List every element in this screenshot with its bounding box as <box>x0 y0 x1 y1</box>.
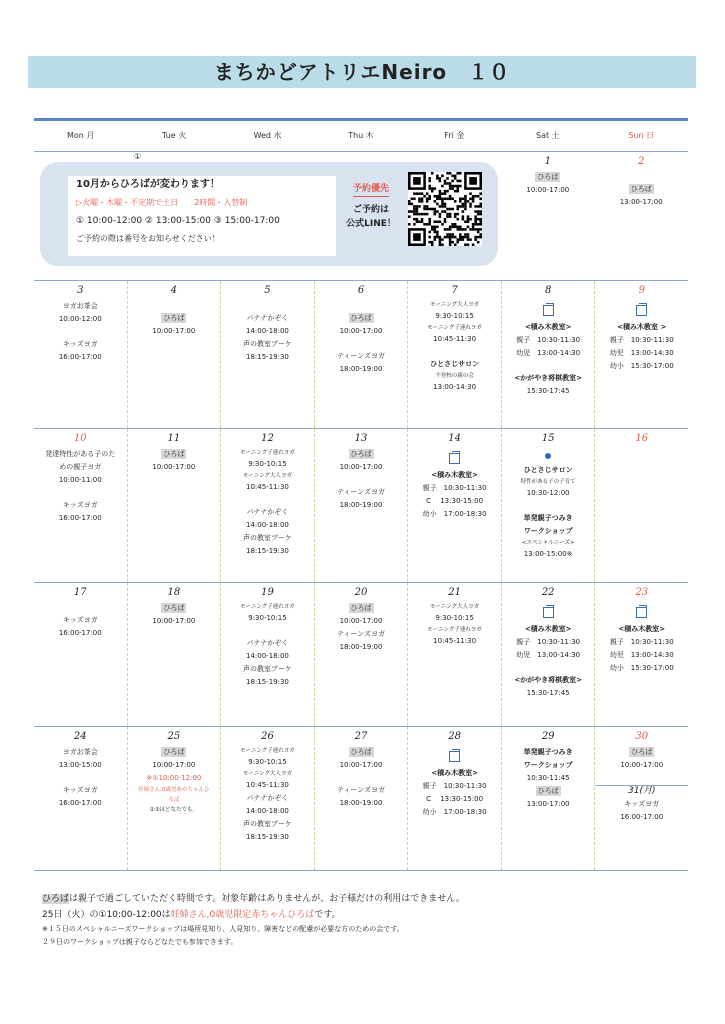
day-number: 30 <box>635 731 649 742</box>
event-text: キッズヨガ <box>62 616 98 624</box>
blocks-icon <box>449 453 460 464</box>
event-text: 単発親子つみき <box>523 514 573 522</box>
event-text: ティーンズヨガ <box>336 488 386 496</box>
weekday-3: Thu 木 <box>348 131 374 140</box>
notice-marker: ① <box>134 152 142 161</box>
hiroba-badge <box>595 184 688 195</box>
day-number: 18 <box>167 587 181 598</box>
event-text: 13:00-15:00※ <box>523 550 573 558</box>
day-cell <box>502 727 596 870</box>
notice-times: ① 10:00-12:00 ② 13:00-15:00 ③ 15:00-17:00 <box>76 216 280 226</box>
hiroba-label: ひろば <box>350 604 372 612</box>
weekday-1: Tue 火 <box>162 131 187 140</box>
event-text: 幼児 13:00-14:30 <box>609 651 674 659</box>
day-cell <box>408 727 502 870</box>
event-text: ティーンズヨガ <box>336 352 386 360</box>
hiroba-badge <box>128 313 221 324</box>
page-title: まちかどアトリエNeiro １０ <box>28 56 696 88</box>
event-text: 10:00-17:00 <box>152 761 196 769</box>
footer-line1: ひろばは親子で過ごしていただく時間です。対象年齢はありませんが、お子様だけの利用はできません。 <box>42 894 465 904</box>
event-text: 親子 10:30-11:30 <box>422 484 487 492</box>
event-text: 10:45-11:30 <box>246 483 289 491</box>
blocks-icon <box>543 607 554 618</box>
event-text: 10:00-17:00 <box>339 761 383 769</box>
day-number: 19 <box>261 587 274 598</box>
event-text: モーニング子連れヨガ <box>240 450 295 456</box>
notice-heading: 10月からひろばが変わります！ <box>76 179 220 190</box>
event-text: バナナかぞく <box>246 314 289 322</box>
reserve-line2: 公式LINE！ <box>346 219 396 229</box>
day-cell <box>221 583 315 726</box>
event-text: 13:00-14:30 <box>433 383 477 391</box>
hiroba-label: ひろば <box>537 173 559 181</box>
hiroba-label: ひろば <box>537 787 559 795</box>
event-text: 幼児 13:00-14:30 <box>516 651 581 659</box>
event-text: ※①10:00-12:00 <box>146 774 202 782</box>
event-text: 10:00-17:00 <box>526 186 570 194</box>
blocks-icon <box>636 607 647 618</box>
event-text: 14:00-18:00 <box>246 652 289 660</box>
event-text: 16:00-17:00 <box>58 799 102 807</box>
event-text: モーニング大人ヨガ <box>242 473 293 479</box>
event-text: 10:45-11:30 <box>433 637 477 645</box>
event-text: 10:45-11:30 <box>246 781 289 789</box>
event-text: 不登校の親の会 <box>435 373 474 379</box>
event-text: 幼小 17:00-18:30 <box>422 808 487 816</box>
notice-days: ▷火曜・木曜・不定期で土日 2時間・入替制 <box>76 198 248 207</box>
day-cell <box>315 429 409 582</box>
event-text: 9:30-10:15 <box>248 758 287 766</box>
event-text: ひとさじサロン <box>430 360 480 368</box>
hiroba-label: ひろば <box>350 314 372 322</box>
event-text: <積み木教室> <box>618 625 666 633</box>
event-text: 13:00-17:00 <box>526 800 570 808</box>
weekday-2: Wed 水 <box>253 131 282 140</box>
event-text: 発達特性がある子のた <box>45 450 116 458</box>
event-text: C 13:30-15:00 <box>426 795 484 803</box>
event-text: 18:00-19:00 <box>339 501 383 509</box>
hiroba-badge <box>315 449 408 460</box>
hiroba-badge <box>128 449 221 460</box>
event-text: 10:00-17:00 <box>339 617 383 625</box>
day-number: 28 <box>448 731 461 742</box>
event-text: ろば <box>168 797 180 803</box>
day-number: 21 <box>448 587 461 598</box>
event-text: 幼小 15:30-17:00 <box>609 362 674 370</box>
day-cell <box>501 152 594 280</box>
event-text: ティーンズヨガ <box>336 786 386 794</box>
hiroba-label: ひろば <box>630 185 652 193</box>
weekday-6: Sun 日 <box>628 131 655 140</box>
reserve-line1: ご予約は <box>352 205 389 215</box>
hiroba-label: ひろば <box>163 450 185 458</box>
event-text: <積み木教室> <box>431 471 478 479</box>
day-cell <box>34 583 128 726</box>
hiroba-badge <box>315 603 408 614</box>
hiroba-badge <box>502 786 595 797</box>
event-text: 親子 10:30-11:30 <box>516 336 581 344</box>
event-text: 15:30-17:45 <box>526 387 570 395</box>
event-text: <積み木教室 > <box>617 323 667 331</box>
day-cell <box>315 281 409 428</box>
day-number: 13 <box>354 433 368 444</box>
weekday-4: Fri 金 <box>444 131 465 140</box>
notice-banner <box>40 162 498 266</box>
event-text: 親子 10:30-11:30 <box>609 336 674 344</box>
footer-line3: ※１５日のスペシャルニーズワークショップは場所見知り、人見知り、障害などの配慮が必要な方のための会です。 <box>42 925 404 933</box>
event-text: 妊婦さん,0歳児あかちゃんひ <box>138 787 210 793</box>
day-number: 29 <box>541 731 555 742</box>
week-row <box>34 429 688 583</box>
hiroba-label: ひろば <box>350 748 372 756</box>
event-text: <積み木教室> <box>431 769 478 777</box>
event-text: 10:00-17:00 <box>152 617 196 625</box>
day-cell <box>408 429 502 582</box>
week-row <box>34 583 688 727</box>
week-row <box>34 727 688 871</box>
event-text: 16:00-17:00 <box>58 629 102 637</box>
day-number: 15 <box>541 433 555 444</box>
reserve-info <box>336 182 406 231</box>
day-cell <box>221 727 315 870</box>
event-text: 14:00-18:00 <box>246 521 289 529</box>
notice-note: ご予約の際は番号をお知らせください！ <box>76 234 220 243</box>
day-cell <box>128 727 222 870</box>
event-text: ②③はどなたでも。 <box>149 807 199 813</box>
event-text: 10:00-17:00 <box>339 327 383 335</box>
event-text: <スペシャルニーズ> <box>521 540 575 546</box>
hiroba-badge <box>128 747 221 758</box>
day-number: 6 <box>357 285 365 296</box>
event-text: <積み木教室> <box>524 625 572 633</box>
event-text: 16:00-17:00 <box>620 813 664 821</box>
event-text: モーニング子連れヨガ <box>240 604 295 610</box>
event-text: バナナかぞく <box>246 794 289 802</box>
event-text: 9:30-10:15 <box>435 312 474 320</box>
priority-label: 予約優先 <box>353 182 389 197</box>
event-text: キッズヨガ <box>62 786 98 794</box>
event-text: 14:00-18:00 <box>246 327 289 335</box>
day-cell <box>408 583 502 726</box>
week-row <box>34 281 688 429</box>
event-text: キッズヨガ <box>62 501 98 509</box>
event-text: バナナかぞく <box>246 639 289 647</box>
event-text: ひとさじサロン <box>523 466 573 474</box>
footer-line4: ２９日のワークショップは親子ならどなたでも参加できます。 <box>42 938 238 946</box>
day-cell <box>34 429 128 582</box>
day-cell <box>315 727 409 870</box>
day-number: 27 <box>354 731 368 742</box>
day-cell <box>595 583 688 726</box>
event-text: 親子 10:30-11:30 <box>516 638 581 646</box>
footer-notes <box>42 891 465 949</box>
day-cell <box>221 429 315 582</box>
event-text: ヨガお茶会 <box>62 748 98 756</box>
day-number: 4 <box>170 285 178 296</box>
event-text: モーニング大人ヨガ <box>430 302 480 308</box>
day-number: 24 <box>73 731 87 742</box>
event-text: 幼児 13:00-14:30 <box>609 349 674 357</box>
event-text: 31(月) <box>595 785 688 797</box>
event-text: 10:00-17:00 <box>620 761 664 769</box>
event-text: 18:15-19:30 <box>246 547 289 555</box>
weekday-0: Mon 月 <box>67 131 95 140</box>
event-text: <かがやき将棋教室> <box>514 374 583 382</box>
day-number: 5 <box>264 285 271 296</box>
day-number: 3 <box>77 285 84 296</box>
day-cell <box>128 429 222 582</box>
event-text: 14:00-18:00 <box>246 807 289 815</box>
event-text: モーニング子連れヨガ <box>240 748 295 754</box>
day-number: 11 <box>167 433 181 444</box>
event-text: キッズヨガ <box>62 340 98 348</box>
hiroba-badge <box>501 172 594 183</box>
event-text: 16:00-17:00 <box>58 514 102 522</box>
event-text: 18:15-19:30 <box>246 353 289 361</box>
event-text: 18:15-19:30 <box>246 678 289 686</box>
notice-text-box <box>68 176 336 256</box>
hiroba-badge <box>315 747 408 758</box>
event-text: 18:00-19:00 <box>339 643 383 651</box>
event-text: C 13:30-15:00 <box>426 497 484 505</box>
day-number: 2 <box>638 156 645 167</box>
day-number: 17 <box>73 587 87 598</box>
qr-icon <box>408 172 482 246</box>
weekday-5: Sat 土 <box>535 131 560 140</box>
event-text: 10:00-12:00 <box>58 315 102 323</box>
event-text: 幼小 15:30-17:00 <box>609 664 674 672</box>
event-text: 10:30-12:00 <box>526 489 570 497</box>
hiroba-label: ひろば <box>163 748 185 756</box>
hiroba-label: ひろば <box>631 748 653 756</box>
event-text: バナナかぞく <box>246 508 289 516</box>
event-text: ワークショップ <box>523 761 573 769</box>
event-text: 18:00-19:00 <box>339 799 383 807</box>
day-cell <box>34 727 128 870</box>
day-cell <box>595 429 688 582</box>
day-cell <box>315 583 409 726</box>
event-text: <かがやき将棋教室> <box>514 676 583 684</box>
event-text: 幼児 13:00-14:30 <box>516 349 581 357</box>
hiroba-label: ひろば <box>350 450 372 458</box>
event-text: 10:00-17:00 <box>152 463 196 471</box>
event-text: 18:15-19:30 <box>246 833 289 841</box>
event-text: 声の教室ブーケ <box>243 340 292 348</box>
event-text: モーニング大人ヨガ <box>430 604 480 610</box>
footer-line2: 25日（火）の①10:00-12:00は妊婦さん,0歳児限定赤ちゃんひろばです。 <box>42 910 341 920</box>
day-cell <box>502 281 596 428</box>
event-text: 18:00-19:00 <box>339 365 383 373</box>
event-text: 声の教室ブーケ <box>243 534 292 542</box>
hiroba-badge <box>315 313 408 324</box>
day-number: 12 <box>261 433 274 444</box>
event-text: 親子 10:30-11:30 <box>609 638 674 646</box>
day-number: 20 <box>354 587 368 598</box>
day-cell <box>595 727 688 870</box>
day-number: 16 <box>635 433 649 444</box>
event-text: 声の教室ブーケ <box>243 665 292 673</box>
blocks-icon <box>543 305 554 316</box>
day-number: 14 <box>448 433 461 444</box>
hiroba-label: ひろば <box>163 604 185 612</box>
event-text: 声の教室ブーケ <box>243 820 292 828</box>
weekday-header <box>34 121 688 152</box>
day-number: 9 <box>638 285 645 296</box>
event-text: 9:30-10:15 <box>248 614 287 622</box>
day-number: 10 <box>73 433 87 444</box>
event-text: 9:30-10:15 <box>435 614 474 622</box>
day-cell <box>408 281 502 428</box>
day-cell <box>502 429 596 582</box>
day-number: 7 <box>451 285 458 296</box>
event-text: 親子 10:30-11:30 <box>422 782 487 790</box>
event-text: モーニング大人ヨガ <box>242 771 293 777</box>
event-text: 13:00-17:00 <box>619 198 663 206</box>
event-text: 10:30-11:45 <box>526 774 570 782</box>
event-text: 15:30-17:45 <box>526 689 570 697</box>
event-text: 単発親子つみき <box>523 748 573 756</box>
event-text: モーニング子連れヨガ <box>427 627 482 633</box>
day-number: 23 <box>635 587 649 598</box>
event-text: 10:45-11:30 <box>433 335 477 343</box>
day-cell <box>221 281 315 428</box>
hiroba-badge <box>128 603 221 614</box>
event-text: 10:00-17:00 <box>339 463 383 471</box>
event-text: キッズヨガ <box>624 800 660 808</box>
event-text: 13:00-15:00 <box>58 761 102 769</box>
event-text: 特性がある子の子育て <box>520 479 576 485</box>
event-text: 幼小 17:00-18:30 <box>422 510 487 518</box>
event-text: 16:00-17:00 <box>58 353 102 361</box>
day-cell <box>595 152 688 280</box>
blocks-icon <box>636 305 647 316</box>
day-number: 26 <box>261 731 274 742</box>
hiroba-badge <box>595 747 688 758</box>
hiroba-label: ひろば <box>163 314 185 322</box>
day-cell <box>34 281 128 428</box>
event-text: ティーンズヨガ <box>336 630 386 638</box>
day-cell <box>128 583 222 726</box>
day-number: 8 <box>544 285 552 296</box>
day-cell <box>502 583 596 726</box>
day-number: 1 <box>544 156 551 167</box>
day-number: 22 <box>541 587 555 598</box>
event-text: 10:00-11:00 <box>58 476 102 484</box>
event-text: モーニング子連れヨガ <box>427 325 482 331</box>
event-text: ワークショップ <box>523 527 573 535</box>
event-text: ヨガお茶会 <box>62 302 98 310</box>
event-text: <積み木教室> <box>524 323 572 331</box>
day-cell <box>128 281 222 428</box>
event-text: めの親子ヨガ <box>59 463 102 471</box>
event-text: 9:30-10:15 <box>248 460 287 468</box>
event-text: 10:00-17:00 <box>152 327 196 335</box>
day-cell <box>595 281 688 428</box>
line-qr-code[interactable] <box>408 172 482 246</box>
day-number: 25 <box>167 731 181 742</box>
person-icon <box>545 453 551 459</box>
blocks-icon <box>449 751 460 762</box>
